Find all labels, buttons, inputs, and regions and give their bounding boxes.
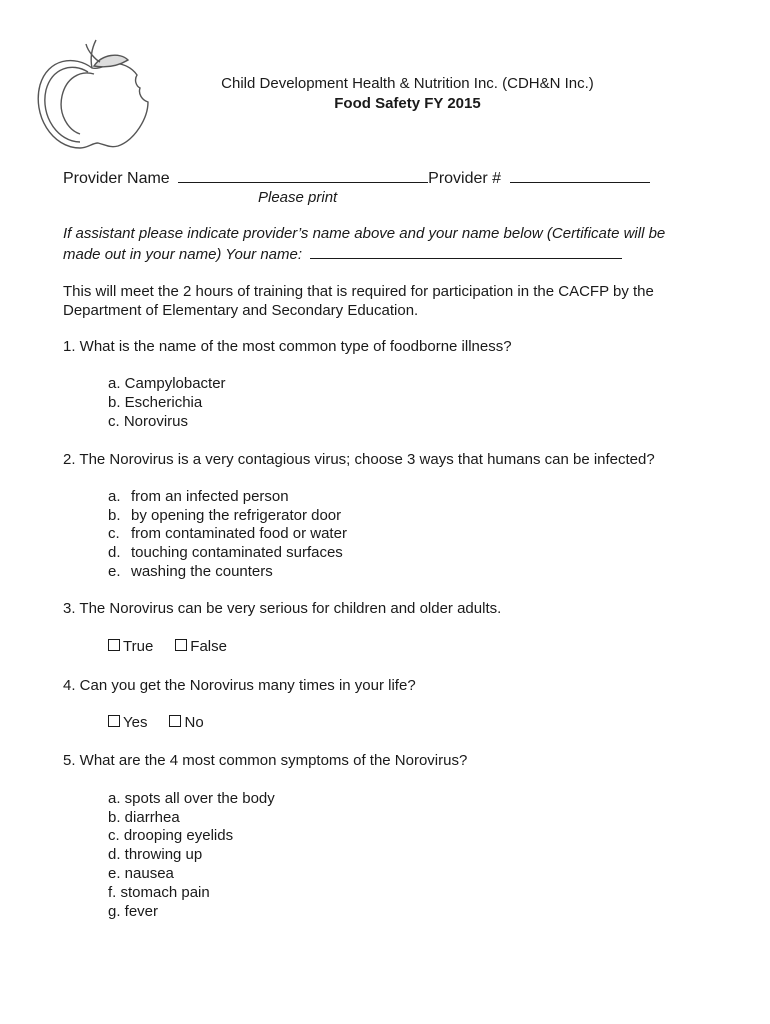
q5-option-g: g. fever <box>108 903 159 920</box>
q2-option-b <box>108 507 341 524</box>
q2-option-c-letter: c. <box>108 525 120 542</box>
assistant-note-text: If assistant please indicate provider’s name above and your name below (Certificate will be made out in your name) Your name: <box>63 225 666 263</box>
q2-option-c-text: from contaminated food or water <box>131 525 347 542</box>
q2-option-a <box>108 488 289 505</box>
q2-option-e-letter: e. <box>108 563 121 580</box>
please-print-note: Please print <box>258 189 338 206</box>
provider-row <box>63 168 650 188</box>
q4-choices <box>108 714 204 731</box>
question-2: 2. The Norovirus is a very contagious virus; choose 3 ways that humans can be infected? <box>63 451 655 468</box>
q1-option-a: a. Campylobacter <box>108 375 226 392</box>
assistant-note <box>63 224 703 265</box>
true-checkbox[interactable] <box>108 639 120 651</box>
q5-option-f: f. stomach pain <box>108 884 210 901</box>
q5-option-d: d. throwing up <box>108 846 203 863</box>
q1-option-c: c. Norovirus <box>108 413 189 430</box>
q2-option-e-text: washing the counters <box>131 563 273 580</box>
no-checkbox[interactable] <box>169 715 181 727</box>
true-label: True <box>123 638 154 655</box>
provider-number-field[interactable] <box>510 168 650 183</box>
q2-option-b-text: by opening the refrigerator door <box>131 507 342 524</box>
q5-option-b: b. diarrhea <box>108 809 180 826</box>
provider-name-label: Provider Name <box>63 170 170 187</box>
q5-option-c: c. drooping eyelids <box>108 827 234 844</box>
q2-option-a-text: from an infected person <box>131 488 289 505</box>
q2-option-d <box>108 544 343 561</box>
organization-name: Child Development Health & Nutrition Inc. (CDH&N Inc.) <box>221 75 594 92</box>
false-label: False <box>190 638 227 655</box>
question-1: 1. What is the name of the most common type of foodborne illness? <box>63 338 512 355</box>
q2-option-e <box>108 563 273 580</box>
q2-option-a-letter: a. <box>108 488 121 505</box>
question-5: 5. What are the 4 most common symptoms of the Norovirus? <box>63 752 468 769</box>
question-4: 4. Can you get the Norovirus many times in your life? <box>63 677 416 694</box>
q1-option-b: b. Escherichia <box>108 394 203 411</box>
yes-label: Yes <box>123 714 148 731</box>
q2-option-c <box>108 525 347 542</box>
form-title: Food Safety FY 2015 <box>334 95 481 112</box>
q2-option-d-text: touching contaminated surfaces <box>131 544 343 561</box>
q3-choices <box>108 638 227 655</box>
no-label: No <box>184 714 204 731</box>
apple-logo <box>30 30 160 155</box>
q2-option-b-letter: b. <box>108 507 121 524</box>
intro-paragraph: This will meet the 2 hours of training that is required for participation in the CACFP by the Department of Elementary and Secondary Education. <box>63 283 654 319</box>
question-3: 3. The Norovirus can be very serious for children and older adults. <box>63 600 502 617</box>
q5-option-e: e. nausea <box>108 865 174 882</box>
q2-option-d-letter: d. <box>108 544 121 561</box>
your-name-field[interactable] <box>310 244 622 259</box>
false-checkbox[interactable] <box>175 639 187 651</box>
provider-number-label: Provider # <box>428 170 502 187</box>
q5-option-a: a. spots all over the body <box>108 790 275 807</box>
provider-name-field[interactable] <box>178 168 428 183</box>
yes-checkbox[interactable] <box>108 715 120 727</box>
